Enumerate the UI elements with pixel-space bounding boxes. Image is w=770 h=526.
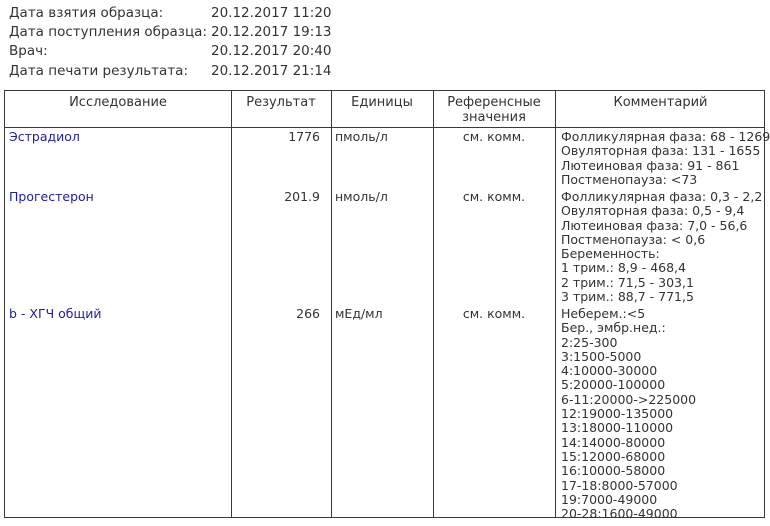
comment-line: Беременность: bbox=[561, 246, 660, 262]
test-units: пмоль/л bbox=[335, 129, 388, 144]
test-comment bbox=[561, 190, 762, 304]
comment-line: 17-18:8000-57000 bbox=[561, 477, 678, 493]
column-divider bbox=[555, 91, 556, 517]
test-result: 266 bbox=[296, 306, 320, 321]
test-comment bbox=[561, 130, 770, 187]
test-name: Прогестерон bbox=[9, 189, 94, 204]
comment-line: Фолликулярная фаза: 68 - 1269 bbox=[561, 129, 770, 144]
test-result: 1776 bbox=[288, 129, 320, 144]
sample-taken-value: 20.12.2017 11:20 bbox=[211, 5, 332, 21]
comment-line: 2 трим.: 71,5 - 303,1 bbox=[561, 274, 694, 290]
comment-line: 1 трим.: 8,9 - 468,4 bbox=[561, 260, 686, 276]
comment-line: 6-11:20000->225000 bbox=[561, 391, 697, 407]
sample-received-value: 20.12.2017 19:13 bbox=[211, 24, 332, 40]
comment-line: 16:10000-58000 bbox=[561, 463, 666, 479]
result-printed-label: Дата печати результата: bbox=[9, 63, 189, 79]
comment-line: 20-28:1600-49000 bbox=[561, 506, 678, 522]
comment-line: Постменопауза: <73 bbox=[561, 171, 698, 187]
header-divider bbox=[5, 127, 764, 128]
comment-line: Лютеиновая фаза: 7,0 - 56,6 bbox=[561, 217, 748, 233]
comment-line: Лютеиновая фаза: 91 - 861 bbox=[561, 157, 740, 173]
results-table bbox=[4, 90, 770, 522]
column-header-units: Единицы bbox=[351, 95, 413, 110]
column-header-result: Результат bbox=[246, 95, 316, 110]
comment-line: 5:20000-100000 bbox=[561, 377, 666, 393]
column-header-comment: Комментарий bbox=[613, 95, 708, 110]
test-reference: см. комм. bbox=[462, 189, 526, 204]
column-header-reference-line2: значения bbox=[462, 110, 526, 125]
comment-line: 3 трим.: 88,7 - 771,5 bbox=[561, 289, 694, 305]
test-units: нмоль/л bbox=[335, 189, 388, 204]
comment-line: 4:10000-30000 bbox=[561, 363, 658, 379]
comment-line: Неберем.:<5 bbox=[561, 306, 646, 321]
doctor-value: 20.12.2017 20:40 bbox=[211, 43, 332, 59]
comment-line: 15:12000-68000 bbox=[561, 448, 666, 464]
comment-line: 14:14000-80000 bbox=[561, 434, 666, 450]
sample-taken-label: Дата взятия образца: bbox=[9, 5, 164, 21]
comment-line: Фолликулярная фаза: 0,3 - 2,2 bbox=[561, 189, 763, 204]
column-divider bbox=[331, 91, 332, 517]
comment-line: 2:25-300 bbox=[561, 334, 618, 350]
test-reference: см. комм. bbox=[462, 306, 526, 321]
result-printed-value: 20.12.2017 21:14 bbox=[211, 63, 332, 79]
column-divider bbox=[231, 91, 232, 517]
doctor-label: Врач: bbox=[9, 43, 48, 59]
comment-line: 19:7000-49000 bbox=[561, 491, 658, 507]
column-divider bbox=[433, 91, 434, 517]
test-reference: см. комм. bbox=[462, 129, 526, 144]
comment-line: 13:18000-110000 bbox=[561, 420, 674, 436]
comment-line: Овуляторная фаза: 131 - 1655 bbox=[561, 143, 761, 159]
comment-line: 12:19000-135000 bbox=[561, 406, 674, 422]
comment-line: Бер., эмбр.нед.: bbox=[561, 320, 666, 336]
test-result: 201.9 bbox=[284, 189, 320, 204]
test-name: Эстрадиол bbox=[9, 129, 80, 144]
test-name: b - ХГЧ общий bbox=[9, 306, 102, 321]
comment-line: Постменопауза: < 0,6 bbox=[561, 231, 706, 247]
column-header-reference-line1: Референсные bbox=[447, 95, 541, 110]
test-comment bbox=[561, 307, 696, 521]
sample-received-label: Дата поступления образца: bbox=[9, 24, 207, 40]
test-units: мЕд/мл bbox=[335, 306, 383, 321]
comment-line: 3:1500-5000 bbox=[561, 348, 642, 364]
column-header-test: Исследование bbox=[69, 95, 167, 110]
comment-line: Овуляторная фаза: 0,5 - 9,4 bbox=[561, 203, 745, 219]
column-header-reference bbox=[433, 95, 555, 125]
